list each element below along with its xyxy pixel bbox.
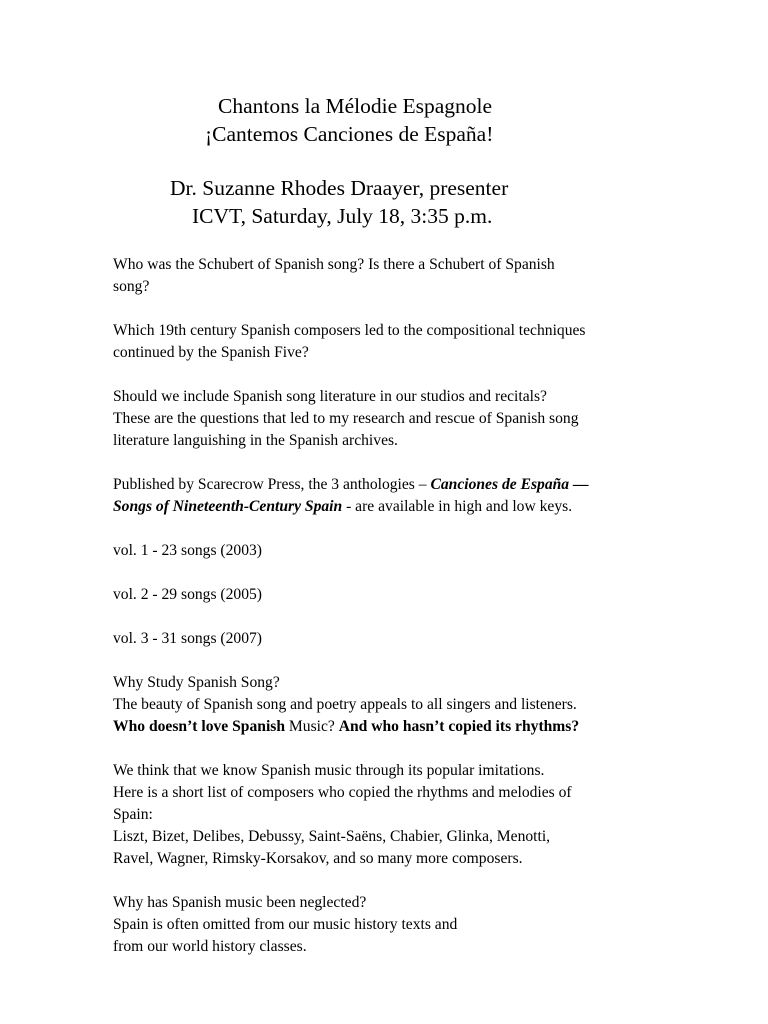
body-text bbox=[113, 254, 673, 980]
text-line: These are the questions that led to my research and rescue of Spanish song bbox=[113, 410, 579, 427]
paragraph-why-study bbox=[113, 672, 673, 738]
paragraph-neglected bbox=[113, 892, 673, 958]
paragraph-composers-question bbox=[113, 320, 673, 364]
text-line: vol. 1 - 23 songs (2003) bbox=[113, 542, 263, 559]
text-line: Spain is often omitted from our music history texts and bbox=[113, 916, 458, 933]
anthologies-lead: Published by Scarecrow Press, the 3 anthologies – bbox=[113, 476, 431, 493]
paragraph-schubert bbox=[113, 254, 673, 298]
title-french: Chantons la Mélodie Espagnole bbox=[218, 94, 493, 118]
text-line: Liszt, Bizet, Delibes, Debussy, Saint-Saëns, Chabier, Glinka, Menotti, bbox=[113, 828, 551, 845]
volume-2 bbox=[113, 584, 673, 606]
text-line: The beauty of Spanish song and poetry appeals to all singers and listeners. bbox=[113, 696, 577, 713]
title-spanish: ¡Cantemos Canciones de España! bbox=[205, 122, 494, 146]
paragraph-anthologies bbox=[113, 474, 673, 518]
presenter-line: Dr. Suzanne Rhodes Draayer, presenter bbox=[170, 176, 509, 200]
text-line: Here is a short list of composers who copied the rhythms and melodies of bbox=[113, 784, 572, 801]
text-line: vol. 3 - 31 songs (2007) bbox=[113, 630, 263, 647]
text-line: from our world history classes. bbox=[113, 938, 307, 955]
text-line: vol. 2 - 29 songs (2005) bbox=[113, 586, 263, 603]
text-line: Why has Spanish music been neglected? bbox=[113, 894, 367, 911]
text-line: continued by the Spanish Five? bbox=[113, 344, 309, 361]
bold-question-1: Who doesn’t love Spanish bbox=[113, 718, 286, 735]
anthology-title-spanish: Canciones de España — bbox=[430, 476, 589, 493]
text-line bbox=[113, 496, 673, 518]
text-line: literature languishing in the Spanish archives. bbox=[113, 432, 398, 449]
text-line: song? bbox=[113, 278, 150, 295]
text-line bbox=[113, 474, 673, 496]
text-line: We think that we know Spanish music through its popular imitations. bbox=[113, 762, 545, 779]
text-line: Which 19th century Spanish composers led to the compositional techniques bbox=[113, 322, 586, 339]
anthology-title-english: Songs of Nineteenth-Century Spain bbox=[113, 498, 343, 515]
anthologies-tail: - are available in high and low keys. bbox=[342, 498, 573, 515]
event-line: ICVT, Saturday, July 18, 3:35 p.m. bbox=[192, 204, 493, 228]
plain-text: Music? bbox=[285, 718, 339, 735]
paragraph-research bbox=[113, 386, 673, 452]
text-line: Who was the Schubert of Spanish song? Is there a Schubert of Spanish bbox=[113, 256, 555, 273]
text-line: Ravel, Wagner, Rimsky-Korsakov, and so many more composers. bbox=[113, 850, 523, 867]
bold-question-2: And who hasn’t copied its rhythms? bbox=[338, 718, 580, 735]
text-line: Why Study Spanish Song? bbox=[113, 674, 280, 691]
text-line bbox=[113, 716, 673, 738]
volume-3 bbox=[113, 628, 673, 650]
text-line: Spain: bbox=[113, 806, 153, 823]
volume-1 bbox=[113, 540, 673, 562]
text-line: Should we include Spanish song literature in our studios and recitals? bbox=[113, 388, 547, 405]
paragraph-imitations bbox=[113, 760, 673, 870]
